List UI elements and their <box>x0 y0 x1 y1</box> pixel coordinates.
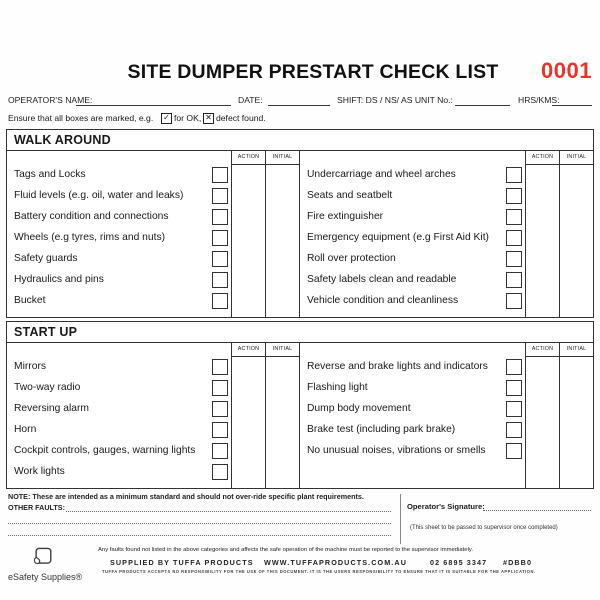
shift-unit-label: SHIFT: DS / NS/ AS UNIT No.: <box>337 95 453 105</box>
checklist-row <box>300 377 525 398</box>
checklist-checkbox[interactable] <box>212 209 228 225</box>
items-column <box>300 151 525 317</box>
other-faults-input-2[interactable] <box>8 523 391 524</box>
checklist-item-label: Undercarriage and wheel arches <box>307 169 456 180</box>
action-column[interactable] <box>525 151 559 317</box>
section-half-left <box>7 343 300 488</box>
shift-unit-input[interactable] <box>455 105 510 106</box>
section-heading: START UP <box>7 322 593 343</box>
esafety-logo-icon <box>32 547 54 569</box>
checklist-item-label: Battery condition and connections <box>14 211 169 222</box>
checklist-checkbox[interactable] <box>506 422 522 438</box>
initial-column[interactable] <box>265 343 299 488</box>
footer-disclaimer: TUFFA PRODUCTS ACCEPTS NO RESPONSIBILITY FOR THE USE OF THIS DOCUMENT. IT IS THE USERS RESPONSIBILITY TO ENSURE THAT IT IS SUITABLE FOR THE APPLICATION. <box>102 569 536 574</box>
hrs-kms-input[interactable] <box>552 105 592 106</box>
other-faults-input-3[interactable] <box>8 535 391 536</box>
checklist-checkbox[interactable] <box>506 380 522 396</box>
checklist-section <box>6 129 594 318</box>
column-pad <box>7 482 231 488</box>
checklist-checkbox[interactable] <box>212 251 228 267</box>
hrs-kms-label: HRS/KMS: <box>518 95 560 105</box>
checklist-checkbox[interactable] <box>506 443 522 459</box>
supplied-by-text: SUPPLIED BY TUFFA PRODUCTS <box>110 558 254 567</box>
checklist-checkbox[interactable] <box>506 251 522 267</box>
checklist-row <box>300 227 525 248</box>
checklist-item-label: Fire extinguisher <box>307 211 384 222</box>
initial-column-header: INITIAL <box>560 151 593 165</box>
items-column <box>300 343 525 488</box>
operator-name-label: OPERATOR'S NAME: <box>8 95 93 105</box>
action-column[interactable] <box>231 343 265 488</box>
other-faults-label: OTHER FAULTS: <box>8 503 65 512</box>
column-pad <box>300 311 525 317</box>
checklist-row <box>7 185 231 206</box>
footer-block <box>6 545 594 593</box>
defect-label: defect found. <box>216 113 266 123</box>
signature-divider <box>400 494 401 544</box>
checklist-row <box>300 398 525 419</box>
checklist-item-label: Roll over protection <box>307 253 396 264</box>
column-pad <box>300 461 525 467</box>
checklist-row <box>7 377 231 398</box>
checklist-checkbox[interactable] <box>212 401 228 417</box>
date-label: DATE: <box>238 95 263 105</box>
ok-label: for OK, <box>174 113 202 123</box>
other-faults-input-1[interactable] <box>66 511 391 512</box>
checklist-item-label: Horn <box>14 424 37 435</box>
checklist-item-label: Safety labels clean and readable <box>307 274 457 285</box>
section-body <box>7 151 593 317</box>
checklist-checkbox[interactable] <box>212 464 228 480</box>
page-title: SITE DUMPER PRESTART CHECK LIST <box>127 61 499 83</box>
website-link[interactable]: WWW.TUFFAPRODUCTS.COM.AU <box>264 558 407 567</box>
checklist-checkbox[interactable] <box>212 359 228 375</box>
checklist-row <box>300 185 525 206</box>
ok-checkbox-icon: ✓ <box>161 113 172 124</box>
initial-column-header: INITIAL <box>266 151 299 165</box>
checklist-item-label: Vehicle condition and cleanliness <box>307 295 459 306</box>
checklist-checkbox[interactable] <box>506 167 522 183</box>
items-column <box>7 151 231 317</box>
ensure-instruction-row <box>6 111 594 126</box>
checklist-row <box>7 206 231 227</box>
product-code: #DBB0 <box>503 558 533 567</box>
notes-block <box>6 492 594 544</box>
operator-info-row <box>6 93 594 109</box>
checklist-checkbox[interactable] <box>212 272 228 288</box>
checklist-item-label: Tags and Locks <box>14 169 86 180</box>
checklist-row <box>300 164 525 185</box>
initial-column[interactable] <box>559 151 593 317</box>
serial-number: 0001 <box>541 58 592 83</box>
checklist-checkbox[interactable] <box>506 272 522 288</box>
checklist-row <box>300 269 525 290</box>
checklist-item-label: Cockpit controls, gauges, warning lights <box>14 445 196 456</box>
checklist-item-label: Dump body movement <box>307 403 411 414</box>
checklist-checkbox[interactable] <box>506 209 522 225</box>
checklist-row <box>300 419 525 440</box>
section-body <box>7 343 593 488</box>
footer-warning: Any faults found not listed in the above categories and affects the safe operation of the machine must be reported to the supervisor immediately. <box>98 547 474 553</box>
checklist-sections <box>6 129 594 489</box>
initial-column-header: INITIAL <box>560 343 593 357</box>
action-column-header: ACTION <box>526 151 559 165</box>
ensure-text: Ensure that all boxes are marked, e.g. <box>8 113 154 123</box>
operator-name-input[interactable] <box>76 105 231 106</box>
section-half-left <box>7 151 300 317</box>
checklist-item-label: Brake test (including park brake) <box>307 424 456 435</box>
operator-signature-label: Operator's Signature: <box>407 502 485 511</box>
checklist-checkbox[interactable] <box>506 230 522 246</box>
action-column-header: ACTION <box>232 343 265 357</box>
checklist-row <box>7 398 231 419</box>
signature-note: (This sheet to be passed to supervisor once completed) <box>410 525 558 531</box>
checklist-item-label: Two-way radio <box>14 382 81 393</box>
checklist-row <box>7 290 231 311</box>
checklist-item-label: Work lights <box>14 466 65 477</box>
phone-number: 02 6895 3347 <box>430 558 488 567</box>
note-text: NOTE: These are intended as a minimum standard and should not over-ride specific plant requirements. <box>8 492 364 501</box>
checklist-checkbox[interactable] <box>506 359 522 375</box>
checklist-item-label: Fluid levels (e.g. oil, water and leaks) <box>14 190 184 201</box>
section-half-right <box>300 151 593 317</box>
checklist-item-label: Safety guards <box>14 253 78 264</box>
checklist-row <box>300 290 525 311</box>
date-input[interactable] <box>268 105 330 106</box>
checklist-checkbox[interactable] <box>212 188 228 204</box>
checklist-checkbox[interactable] <box>506 401 522 417</box>
checklist-checkbox[interactable] <box>212 380 228 396</box>
checklist-item-label: Reversing alarm <box>14 403 89 414</box>
initial-column-header: INITIAL <box>266 343 299 357</box>
checklist-row <box>7 419 231 440</box>
checklist-item-label: Emergency equipment (e.g First Aid Kit) <box>307 232 489 243</box>
checklist-row <box>7 440 231 461</box>
checklist-row <box>7 461 231 482</box>
checklist-item-label: Bucket <box>14 295 46 306</box>
action-column[interactable] <box>231 151 265 317</box>
checklist-checkbox[interactable] <box>212 422 228 438</box>
checklist-item-label: Hydraulics and pins <box>14 274 104 285</box>
checklist-section <box>6 321 594 489</box>
initial-column[interactable] <box>265 151 299 317</box>
checklist-checkbox[interactable] <box>212 230 228 246</box>
checklist-row <box>7 269 231 290</box>
checklist-item-label: No unusual noises, vibrations or smells <box>307 445 486 456</box>
section-heading: WALK AROUND <box>7 130 593 151</box>
checklist-item-label: Seats and seatbelt <box>307 190 393 201</box>
defect-checkbox-icon: ✕ <box>203 113 214 124</box>
brand-name: eSafety Supplies® <box>8 572 83 582</box>
section-half-right <box>300 343 593 488</box>
checklist-row <box>7 164 231 185</box>
action-column-header: ACTION <box>232 151 265 165</box>
checklist-row <box>7 248 231 269</box>
checklist-checkbox[interactable] <box>506 188 522 204</box>
items-column <box>7 343 231 488</box>
checklist-row <box>7 227 231 248</box>
checklist-row <box>300 206 525 227</box>
checklist-item-label: Flashing light <box>307 382 368 393</box>
checklist-checkbox[interactable] <box>212 443 228 459</box>
checklist-item-label: Reverse and brake lights and indicators <box>307 361 488 372</box>
checklist-item-label: Mirrors <box>14 361 47 372</box>
action-column-header: ACTION <box>526 343 559 357</box>
operator-signature-input[interactable] <box>483 510 591 511</box>
checklist-row <box>300 356 525 377</box>
checklist-checkbox[interactable] <box>212 167 228 183</box>
checklist-checkbox[interactable] <box>506 293 522 309</box>
checklist-item-label: Wheels (e.g tyres, rims and nuts) <box>14 232 166 243</box>
checklist-row <box>300 248 525 269</box>
checklist-checkbox[interactable] <box>212 293 228 309</box>
title-row <box>6 55 594 91</box>
checklist-row <box>300 440 525 461</box>
checklist-row <box>7 356 231 377</box>
column-pad <box>7 311 231 317</box>
initial-column[interactable] <box>559 343 593 488</box>
action-column[interactable] <box>525 343 559 488</box>
